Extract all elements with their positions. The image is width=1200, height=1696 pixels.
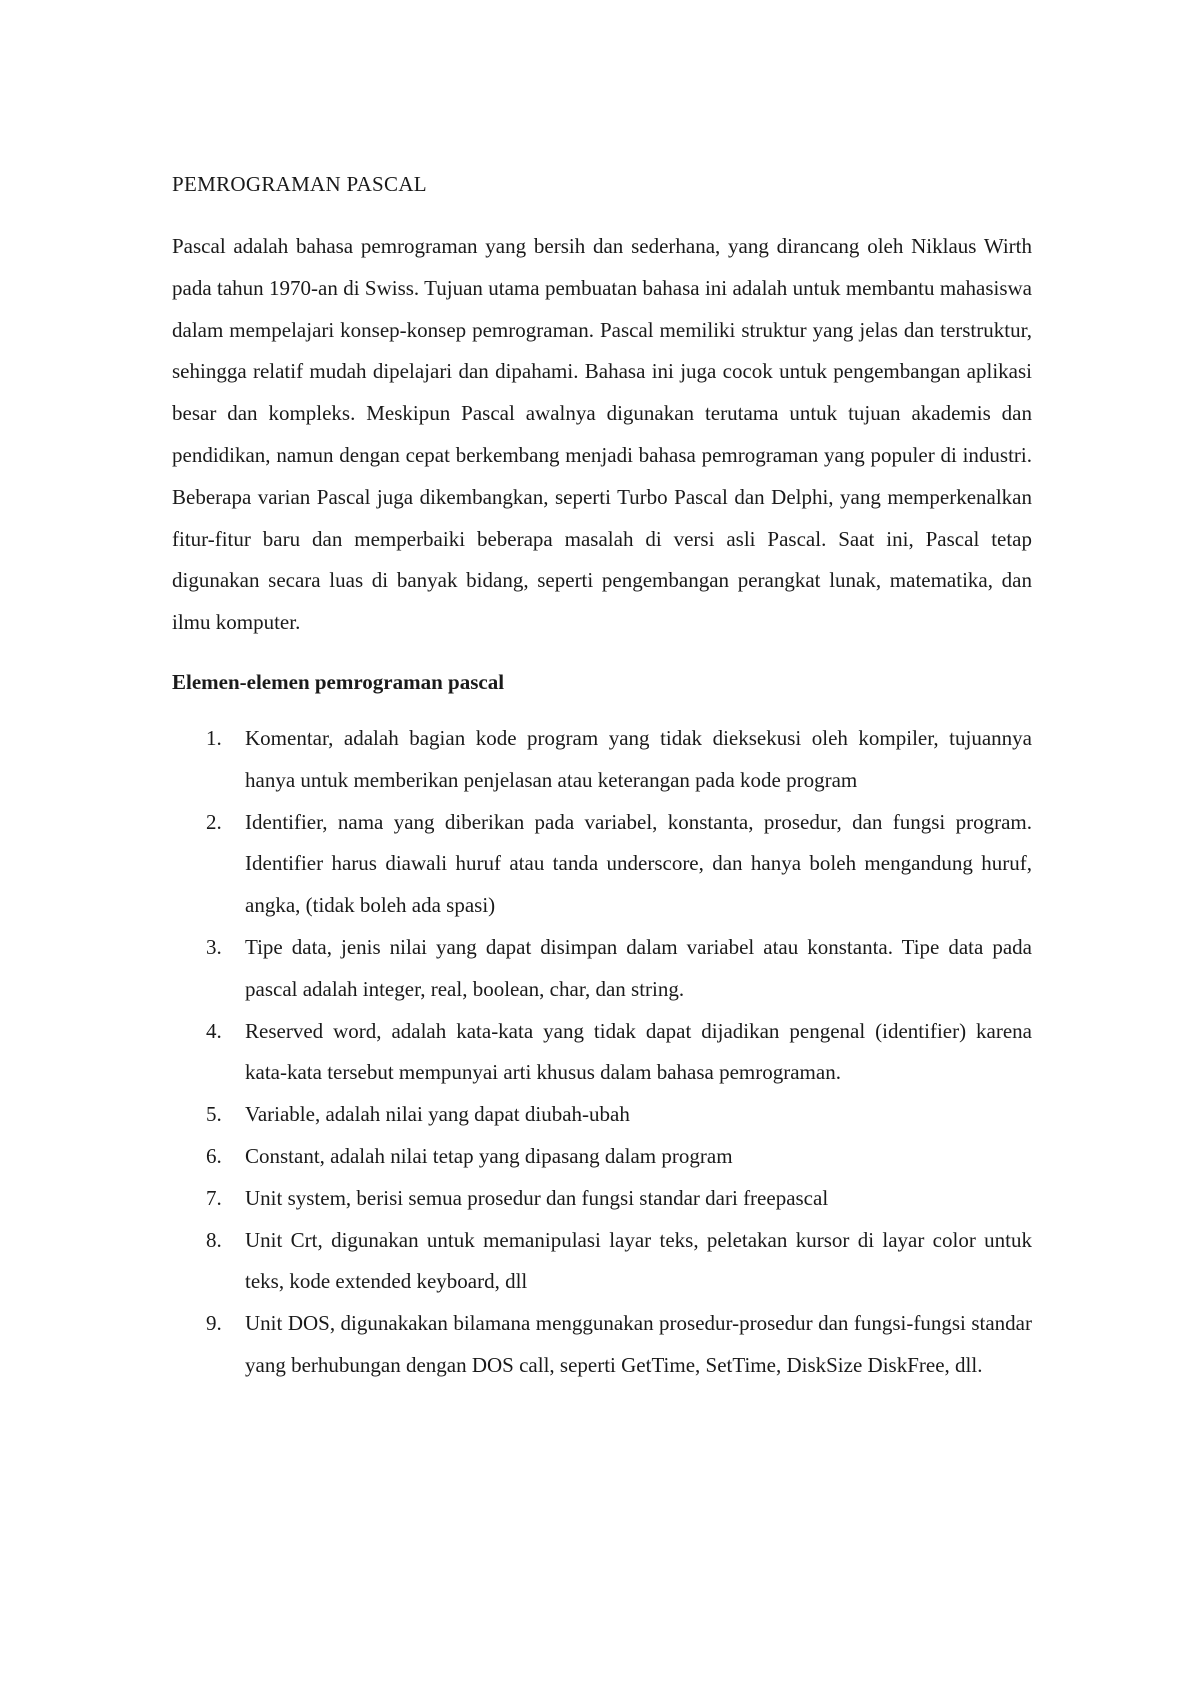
- list-item-number: 3.: [206, 934, 222, 959]
- list-item: [172, 1303, 1032, 1387]
- list-item: [172, 802, 1032, 927]
- list-item: [172, 927, 1032, 1011]
- list-item-text: Identifier, nama yang diberikan pada variabel, konstanta, prosedur, dan fungsi program. Identifier harus diawali huruf atau tanda underscore, dan hanya boleh mengandung huruf, angka, (tidak boleh ada spasi): [245, 809, 1032, 918]
- list-item: [172, 718, 1032, 802]
- list-item-text: Reserved word, adalah kata-kata yang tidak dapat dijadikan pengenal (identifier) karena kata-kata tersebut mempunyai arti khusus dalam bahasa pemrograman.: [245, 1018, 1032, 1085]
- list-item-text: Constant, adalah nilai tetap yang dipasang dalam program: [245, 1143, 733, 1168]
- list-item-number: 2.: [206, 809, 222, 834]
- list-item: [172, 1094, 1032, 1136]
- list-item-number: 1.: [206, 725, 222, 750]
- list-item-number: 9.: [206, 1311, 222, 1336]
- list-item-number: 4.: [206, 1018, 222, 1043]
- list-item-text: Unit system, berisi semua prosedur dan fungsi standar dari freepascal: [245, 1185, 829, 1210]
- list-item-text: Unit Crt, digunakan untuk memanipulasi layar teks, peletakan kursor di layar color untuk teks, kode extended keyboard, dll: [245, 1227, 1032, 1294]
- document-page: [172, 168, 1032, 1387]
- elements-list: [172, 718, 1032, 1387]
- document-title: PEMROGRAMAN PASCAL: [172, 172, 427, 196]
- intro-paragraph: Pascal adalah bahasa pemrograman yang bersih dan sederhana, yang dirancang oleh Niklaus Wirth pada tahun 1970-an di Swiss. Tujuan utama pembuatan bahasa ini adalah untuk membantu mahasiswa dalam mempelajari konsep-konsep pemrograman. Pascal memiliki struktur yang jelas dan terstruktur, sehingga relatif mudah dipelajari dan dipahami. Bahasa ini juga cocok untuk pengembangan aplikasi besar dan kompleks. Meskipun Pascal awalnya digunakan terutama untuk tujuan akademis dan pendidikan, namun dengan cepat berkembang menjadi bahasa pemrograman yang populer di industri. Beberapa varian Pascal juga dikembangkan, seperti Turbo Pascal dan Delphi, yang memperkenalkan fitur-fitur baru dan memperbaiki beberapa masalah di versi asli Pascal. Saat ini, Pascal tetap digunakan secara luas di banyak bidang, seperti pengembangan perangkat lunak, matematika, dan ilmu komputer.: [172, 234, 1032, 635]
- list-item-text: Tipe data, jenis nilai yang dapat disimpan dalam variabel atau konstanta. Tipe data pada pascal adalah integer, real, boolean, char, dan string.: [245, 934, 1032, 1001]
- list-item-text: Variable, adalah nilai yang dapat diubah-ubah: [245, 1102, 630, 1127]
- list-item-text: Unit DOS, digunakakan bilamana menggunakan prosedur-prosedur dan fungsi-fungsi standar yang berhubungan dengan DOS call, seperti GetTime, SetTime, DiskSize DiskFree, dll.: [245, 1311, 1032, 1377]
- list-item-number: 6.: [206, 1143, 222, 1168]
- list-item: [172, 1178, 1032, 1220]
- list-item-text: Komentar, adalah bagian kode program yang tidak dieksekusi oleh kompiler, tujuannya hanya untuk memberikan penjelasan atau keterangan pada kode program: [245, 725, 1032, 792]
- section-title: Elemen-elemen pemrograman pascal: [172, 669, 505, 694]
- list-item-number: 5.: [206, 1102, 222, 1127]
- list-item-number: 7.: [206, 1185, 222, 1210]
- list-item: [172, 1011, 1032, 1095]
- list-item: [172, 1136, 1032, 1178]
- list-item-number: 8.: [206, 1227, 222, 1252]
- list-item: [172, 1220, 1032, 1304]
